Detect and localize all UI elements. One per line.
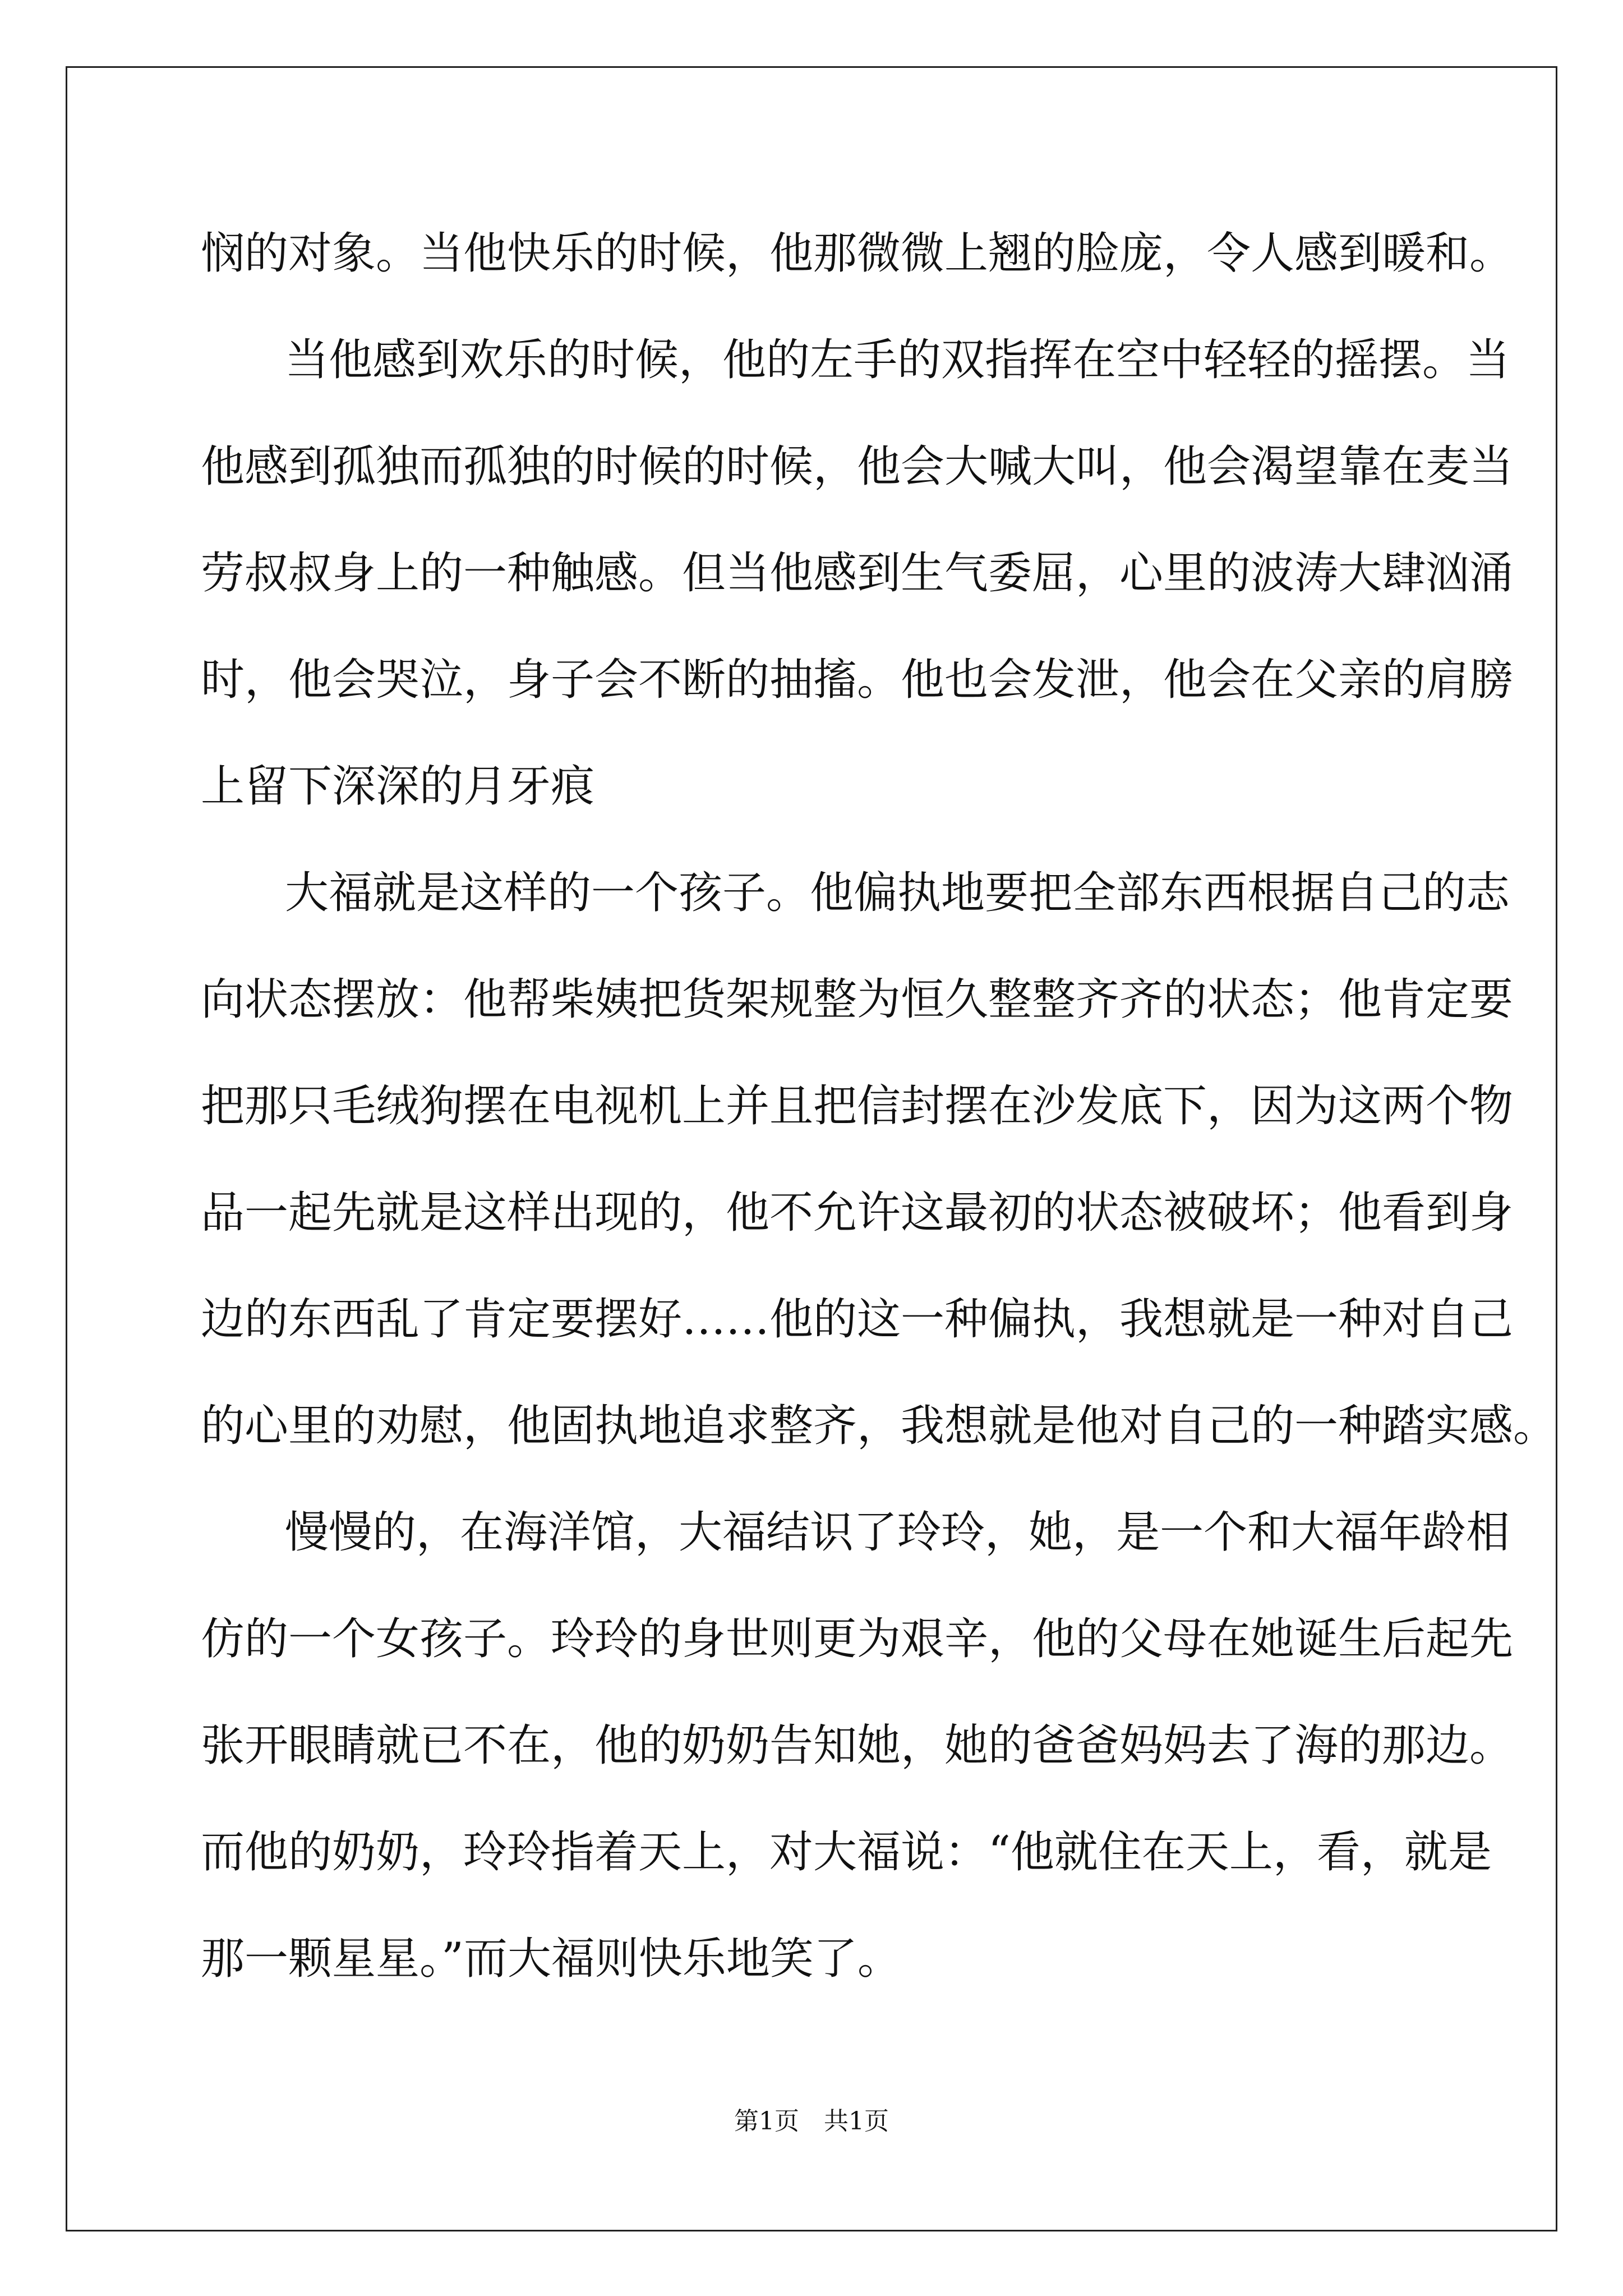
page-number-current: 第1页: [734, 2107, 799, 2136]
text-line: 把那只毛绒狗摆在电视机上并且把信封摆在沙发底下，因为这两个物: [201, 1081, 1514, 1131]
text-line: 仿的一个女孩子。玲玲的身世则更为艰辛，他的父母在她诞生后起先: [201, 1614, 1514, 1664]
text-line: 而他的奶奶，玲玲指着天上，对大福说：“他就住在天上，看，就是: [201, 1827, 1492, 1878]
text-line: 那一颗星星。”而大福则快乐地笑了。: [201, 1934, 901, 1984]
text-line: 边的东西乱了肯定要摆好……他的这一种偏执，我想就是一种对自己: [201, 1294, 1514, 1345]
text-line: 张开眼睛就已不在，他的奶奶告知她，她的爸爸妈妈去了海的那边。: [201, 1720, 1514, 1771]
text-line: 向状态摆放：他帮柴姨把货架规整为恒久整整齐齐的状态；他肯定要: [201, 974, 1514, 1025]
text-line: 的心里的劝慰，他固执地追求整齐，我想就是他对自己的一种踏实感。: [201, 1401, 1557, 1451]
page-footer: [0, 2105, 1623, 2138]
text-line: 大福就是这样的一个孩子。他偏执地要把全部东西根据自己的志: [285, 868, 1510, 918]
text-line: 上留下深深的月牙痕: [201, 761, 595, 812]
text-line: 时，他会哭泣，身子会不断的抽搐。他也会发泄，他会在父亲的肩膀: [201, 655, 1514, 705]
text-line: 慢慢的，在海洋馆，大福结识了玲玲，她，是一个和大福年龄相: [285, 1507, 1510, 1558]
text-line: 当他感到欢乐的时候，他的左手的双指挥在空中轻轻的摇摆。当: [285, 335, 1510, 385]
text-line: 品一起先就是这样出现的，他不允许这最初的状态被破坏；他看到身: [201, 1188, 1514, 1238]
text-line: 劳叔叔身上的一种触感。但当他感到生气委屈，心里的波涛大肆汹涌: [201, 548, 1514, 599]
text-line: 悯的对象。当他快乐的时候，他那微微上翘的脸庞，令人感到暖和。: [201, 228, 1514, 279]
text-line: 他感到孤独而孤独的时候的时候，他会大喊大叫，他会渴望靠在麦当: [201, 441, 1514, 492]
page-number-total: 共1页: [824, 2107, 889, 2136]
